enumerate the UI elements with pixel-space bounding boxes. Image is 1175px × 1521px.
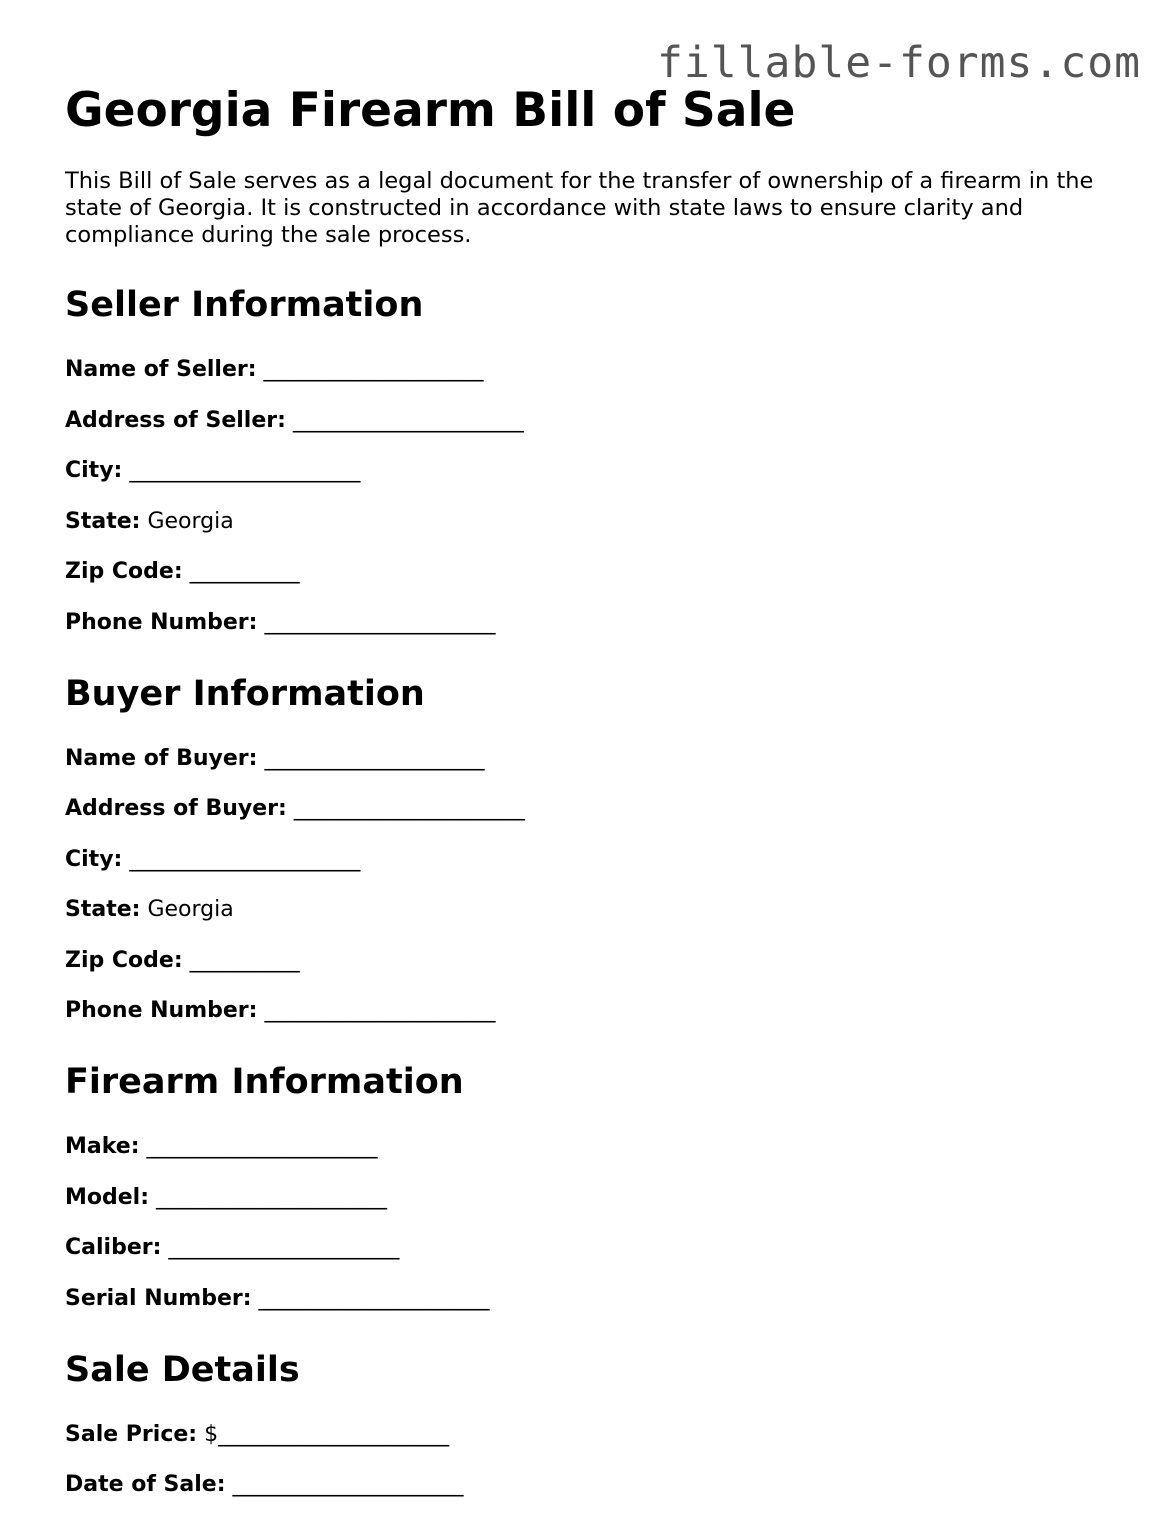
buyer-phone-input[interactable]: _____________________	[264, 998, 496, 1023]
firearm-caliber-label: Caliber:	[65, 1235, 162, 1260]
firearm-caliber-input[interactable]: _____________________	[168, 1235, 400, 1260]
firearm-make-field	[65, 1132, 1125, 1162]
sale-date-label: Date of Sale:	[65, 1472, 226, 1497]
seller-phone-label: Phone Number:	[65, 609, 258, 635]
seller-phone-field	[65, 608, 1125, 638]
sale-price-input[interactable]: $_____________________	[204, 1421, 450, 1447]
firearm-serial-input[interactable]: _____________________	[258, 1285, 490, 1311]
buyer-name-label: Name of Buyer:	[65, 745, 258, 771]
seller-city-input[interactable]: _____________________	[129, 458, 361, 483]
seller-state-label: State:	[65, 508, 141, 534]
seller-phone-input[interactable]: _____________________	[264, 609, 496, 635]
firearm-serial-label: Serial Number:	[65, 1285, 252, 1311]
buyer-phone-field	[65, 996, 1125, 1026]
seller-state-field	[65, 507, 1125, 537]
buyer-zip-input[interactable]: __________	[189, 947, 300, 973]
firearm-section	[65, 1060, 1125, 1314]
buyer-name-input[interactable]: ____________________	[264, 745, 485, 771]
seller-address-label: Address of Seller:	[65, 407, 286, 433]
seller-name-input[interactable]: ____________________	[263, 357, 484, 382]
sale-date-field	[65, 1470, 1125, 1500]
firearm-make-label: Make:	[65, 1134, 140, 1159]
sale-price-label: Sale Price:	[65, 1421, 198, 1447]
seller-heading: Seller Information	[65, 285, 424, 325]
buyer-section	[65, 672, 1125, 1027]
seller-address-field	[65, 406, 1125, 436]
seller-zip-input[interactable]: __________	[189, 559, 300, 584]
firearm-model-field	[65, 1183, 1125, 1213]
firearm-model-input[interactable]: _____________________	[156, 1184, 388, 1210]
seller-address-input[interactable]: _____________________	[292, 407, 524, 433]
buyer-city-label: City:	[65, 846, 123, 872]
buyer-address-field	[65, 794, 1125, 824]
buyer-state-label: State:	[65, 897, 141, 922]
firearm-caliber-field	[65, 1233, 1125, 1263]
buyer-city-field	[65, 845, 1125, 875]
firearm-model-label: Model:	[65, 1184, 150, 1210]
seller-zip-field	[65, 557, 1125, 587]
buyer-address-label: Address of Buyer:	[65, 796, 287, 821]
buyer-city-input[interactable]: _____________________	[129, 846, 361, 872]
sale-section	[65, 1348, 1125, 1501]
sale-date-input[interactable]: _____________________	[232, 1472, 464, 1497]
document-body	[65, 80, 1125, 1500]
buyer-phone-label: Phone Number:	[65, 998, 258, 1023]
sale-price-field	[65, 1420, 1125, 1450]
buyer-zip-field	[65, 946, 1125, 976]
sale-heading: Sale Details	[65, 1349, 300, 1390]
seller-zip-label: Zip Code:	[65, 559, 183, 584]
watermark: fillable-forms.com	[657, 38, 1141, 88]
document-title: Georgia Firearm Bill of Sale	[65, 83, 796, 138]
seller-section	[65, 283, 1125, 638]
seller-name-field	[65, 355, 1125, 385]
firearm-make-input[interactable]: _____________________	[146, 1134, 378, 1159]
seller-name-label: Name of Seller:	[65, 357, 257, 382]
intro-paragraph: This Bill of Sale serves as a legal document for the transfer of ownership of a firearm in the state of Georgia. It is constructed in accordance with state laws to ensure clarity and compliance during the sale process.	[65, 168, 1094, 248]
firearm-serial-field	[65, 1284, 1125, 1314]
seller-state-value: Georgia	[147, 508, 234, 534]
buyer-zip-label: Zip Code:	[65, 947, 183, 973]
seller-city-field	[65, 456, 1125, 486]
buyer-name-field	[65, 744, 1125, 774]
buyer-heading: Buyer Information	[65, 673, 425, 714]
buyer-address-input[interactable]: _____________________	[293, 796, 525, 821]
buyer-state-field	[65, 895, 1125, 925]
firearm-heading: Firearm Information	[65, 1062, 464, 1102]
buyer-state-value: Georgia	[147, 897, 234, 922]
seller-city-label: City:	[65, 458, 123, 483]
